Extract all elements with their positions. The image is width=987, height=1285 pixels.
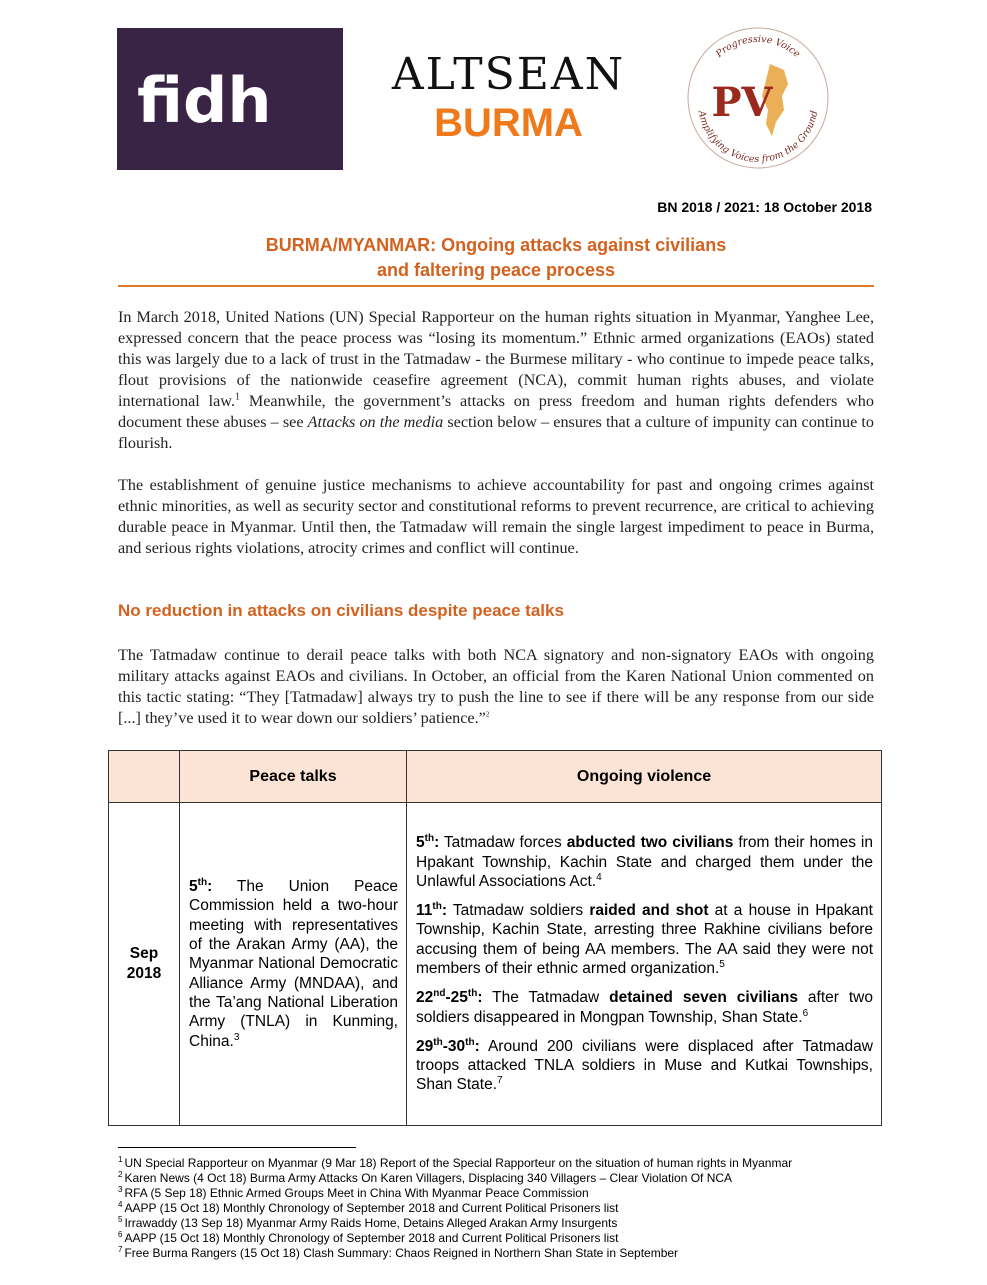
footnote-text: AAPP (15 Oct 18) Monthly Chronology of September 2018 and Current Political Prisoners list [124,1201,619,1215]
altsean-logo-line2: BURMA [434,101,583,145]
attacks-on-media-link: Attacks on the media [307,413,444,431]
entry-day: 22 [416,989,434,1007]
year-label: 2018 [126,965,162,982]
entry-day2: -25 [445,989,468,1007]
intro-text-c: section below – ensures that a culture of impunity can continue to flourish. [118,413,874,452]
entry-text-bold: raided and shot [589,902,709,920]
peace-text: The Union Peace Commission held a two-hour meeting with representatives of the Arakan Army (AA), the Myanmar National Democratic Alliance Army (MNDAA), and the Ta’ang National Liberation Army (TNLA) in Kunming, China. [189,878,398,1050]
entry-colon: : [434,834,440,852]
footnote-text: AAPP (15 Oct 18) Monthly Chronology of September 2018 and Current Political Prisoners list [124,1231,619,1245]
entry-day2-suffix: th [465,1036,475,1048]
entry-colon: : [477,989,483,1007]
peace-talks-cell [180,803,407,1126]
entry-text-pre: Tatmadaw forces [439,834,567,852]
violence-entry [416,1037,873,1095]
footnote-text: RFA (5 Sep 18) Ethnic Armed Groups Meet in China With Myanmar Peace Commission [124,1186,589,1200]
altsean-logo-line1: ALTSEAN [391,49,626,100]
footnote-number: 4 [118,1200,123,1209]
footnote-number: 5 [118,1215,123,1224]
pv-letters: PV [711,79,773,126]
footnote-ref-3[interactable]: 3 [233,1031,240,1043]
footnote-ref-4[interactable]: 4 [596,871,602,883]
pv-ring-top: Progressive Voice [713,33,803,60]
header-ongoing-violence: Ongoing violence [407,751,882,803]
intro-text-b: Meanwhile, the government’s attacks on press freedom and human rights defenders who document these abuses – see [118,392,874,431]
footnote-3 [118,1186,918,1201]
entry-day-suffix: th [432,900,442,912]
peace-day-suffix: th [197,877,208,888]
entry-text-post: at a house in Hpakant Township, Kachin State, arresting three Rakhine civilians before accusing them of being AA members. The AA said they were not members of their ethnic armed organization. [416,902,873,977]
entry-text-bold: detained seven civilians [609,989,798,1007]
footnote-1 [118,1156,918,1171]
section-heading: No reduction in attacks on civilians despite peace talks [118,601,564,620]
progressive-voice-logo [684,24,832,172]
month-label: Sep [129,945,159,962]
fidh-logo [117,28,343,170]
footnote-ref-5[interactable]: 5 [719,958,725,970]
entry-day2: -30 [442,1037,466,1055]
footnote-2 [118,1171,918,1186]
footnote-7 [118,1246,918,1261]
svg-text:Progressive Voice [713,34,802,61]
month-cell [109,803,180,1126]
tatmadaw-paragraph [118,645,874,729]
page-title [118,233,874,283]
entry-day-suffix: nd [433,988,446,1000]
entry-text-post: after two soldiers disappeared in Mongpan Township, Shan State. [416,989,874,1026]
entry-colon: : [474,1037,480,1055]
tatmadaw-text: The Tatmadaw continue to derail peace talks with both NCA signatory and non-signatory EAOs with ongoing military attacks against EAOs and civilians. In October, an official from the Karen National Union commented on this tactic stating: “They [Tatmadaw] always try to push the line to see if there will be any response from our side [...] they’ve used it to wear down our soldiers’ patience.” [118,646,874,727]
footnote-text: Free Burma Rangers (15 Oct 18) Clash Summary: Chaos Reigned in Northern Shan State in September [124,1246,679,1260]
intro-text-a: In March 2018, United Nations (UN) Special Rapporteur on the human rights situation in Myanmar, Yanghee Lee, expressed concern that the peace process was “losing its momentum.” Ethnic armed organizations (EAOs) stated this was largely due to a lack of trust in the Tatmadaw - the Burmese military - who continue to impede peace talks, flout provisions of the nationwide ceasefire agreement (NCA), commit human rights abuses, and violate international law. [118,308,874,410]
entry-text-pre: Tatmadaw soldiers [447,902,590,920]
entry-day-suffix: th [424,833,435,845]
violence-entry [416,901,873,978]
footnote-ref-6[interactable]: 6 [802,1007,809,1019]
footnote-6 [118,1231,918,1246]
violence-entry [416,833,873,891]
pv-ring-bottom: Amplifying Voices from the Ground [695,109,821,166]
page-title-line2: and faltering peace process [376,260,616,280]
footnote-number: 1 [118,1155,123,1164]
intro-paragraph [118,307,874,454]
footnote-ref-7[interactable]: 7 [497,1075,503,1087]
footnote-4 [118,1201,918,1216]
footnote-number: 3 [118,1185,123,1194]
entry-day: 5 [416,834,425,852]
footnote-number: 6 [118,1230,123,1239]
peace-talks-entry [189,877,398,1051]
entry-text-bold: abducted two civilians [566,834,734,852]
violence-entry [416,988,873,1027]
footnote-text: Irrawaddy (13 Sep 18) Myanmar Army Raids Home, Detains Alleged Arakan Army Insurgents [124,1216,618,1230]
fidh-logo-text: fidh [137,64,272,137]
entry-colon: : [441,902,448,920]
ongoing-violence-cell [407,803,882,1126]
title-underline [118,285,874,287]
footnote-text: Karen News (4 Oct 18) Burma Army Attacks On Karen Villagers, Displacing 340 Villagers – Clear Violation Of NCA [124,1171,733,1185]
justice-paragraph: The establishment of genuine justice mechanisms to achieve accountability for past and ongoing crimes against ethnic minorities, as well as security sector and constitutional reforms to prevent recurrence, are critical to achieving durable peace in Myanmar. Until then, the Tatmadaw will remain the single largest impediment to peace in Burma, and serious rights violations, atrocity crimes and conflict will continue. [118,476,874,557]
altsean-logo [376,48,641,144]
footnote-number: 7 [118,1245,123,1254]
entry-day2-suffix: th [467,988,478,1000]
entry-day-suffix: th [433,1036,443,1048]
header-peace-talks: Peace talks [180,751,407,803]
header-month [109,751,180,803]
table-row [109,803,882,1126]
peace-day: 5 [189,878,198,896]
page-title-line1: BURMA/MYANMAR: Ongoing attacks against civilians [265,235,727,255]
peace-colon: : [207,878,213,896]
entry-text-pre: The Tatmadaw [482,989,610,1007]
footnote-text: UN Special Rapporteur on Myanmar (9 Mar 18) Report of the Special Rapporteur on the situation of human rights in Myanmar [124,1156,793,1170]
bulletin-reference: BN 2018 / 2021: 18 October 2018 [657,199,872,215]
footnote-number: 2 [118,1170,123,1179]
entry-day: 11 [416,902,433,920]
events-table [108,750,882,1126]
footnote-ref-1[interactable]: 1 [235,391,240,403]
entry-day: 29 [416,1037,434,1055]
footnote-ref-2[interactable]: 2 [485,710,490,719]
footnote-5 [118,1216,918,1231]
footnote-divider [118,1147,356,1148]
table-header-row [109,751,882,803]
entry-text-post: from their homes in Hpakant Township, Kachin State and charged them under the Unlawful Associations Act. [416,834,873,890]
entry-text-pre: Around 200 civilians were displaced after Tatmadaw troops attacked TNLA soldiers in Muse and Kutkai Townships, Shan State. [416,1037,873,1094]
